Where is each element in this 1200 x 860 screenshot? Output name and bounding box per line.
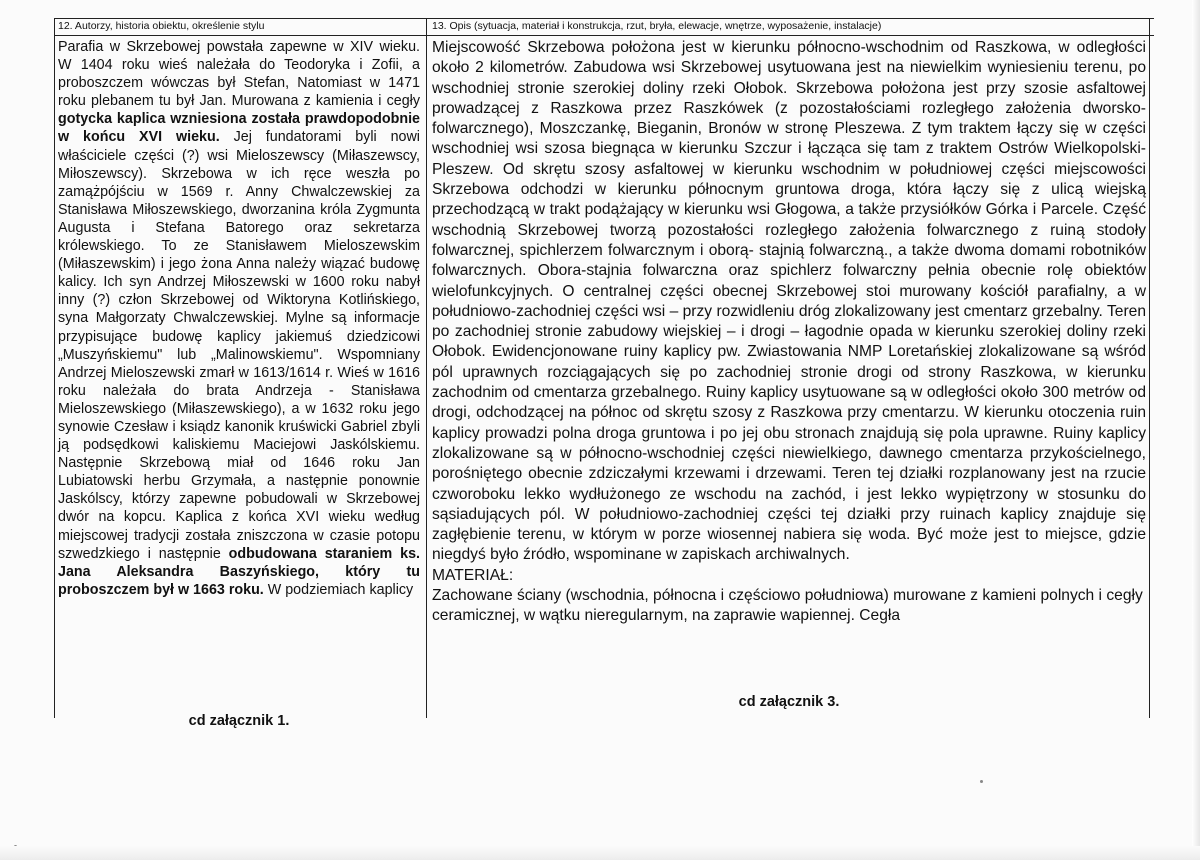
history-text-part-3: W podziemiach kaplicy	[263, 581, 414, 598]
history-text	[58, 38, 420, 599]
history-text-part-1: Parafia w Skrzebowej powstała zapewne w XIV wieku. W 1404 roku wieś należała do Teodoryka i Zofii, a proboszczem wówczas był Stefan, Natomiast w 1471 roku plebanem tu był Jan. Murowana z kamienia i cegły	[58, 39, 420, 110]
scan-edge-shadow	[1192, 0, 1200, 860]
column-2-heading: 13. Opis (sytuacja, materiał i konstrukcja, rzut, bryła, elewacje, wnętrze, wyposażenie, instalacje)	[432, 20, 882, 32]
material-label: MATERIAŁ:	[432, 566, 514, 584]
scan-bottom-shadow	[0, 846, 1200, 860]
material-paragraph: Zachowane ściany (wschodnia, północna i częściowo południowa) murowane z kamieni polnych i cegły ceramicznej, w wątku nieregularnym, na zaprawie wapiennej. Cegła	[432, 587, 1143, 625]
table-border-right	[1149, 18, 1150, 718]
column-divider	[426, 18, 427, 718]
column-1-heading: 12. Autorzy, historia obiektu, określenie stylu	[58, 20, 265, 32]
continuation-note-1: cd załącznik 1.	[188, 713, 290, 729]
history-text-part-2: Jej fundatorami byli nowi właściciele części (?) wsi Mieloszewscy (Miłaszewscy, Miłoszewscy). Skrzebowa w ich ręce weszła po zamążpójściu w 1569 r. Anny Chwalczewskiej za Stanisława Miłoszewskiego, dworzanina króla Zygmunta Augusta i Stefana Batorego oraz sekretarza królewskiego. To ze Stanisławem Mieloszewskim (Miłaszewskim) i jego żona Anna należy wiązać budowę kalicy. Ich syn Andrzej Miłoszewski w 1600 roku nabył inny (?) człon Skrzebowej od Wiktoryna Kotlińskiego, syna Małgorzaty Chwalczewskiej. Mylne są informacje przypisujące budowę kaplicy jakiemuś dziedzicowi „Muszyńskiemu" lub „Malinowskiemu". Wspomniany Andrzej Mieloszewski zmarł w 1613/1614 r. Wieś w 1616 roku należała do brata Andrzeja - Stanisława Mieloszewskiego (Miłaszewskiego), a w 1632 roku jego synowie Czesław i ksiądz kanonik kruświcki Gabriel zbyli ją podsędkowi kaliskiemu Maciejowi Jaskólskiemu. Następnie Skrzebową miał od 1646 roku Jan Lubiatowski herbu Grzymała, a następnie ponownie Jaskólscy, którzy zapewne pobudowali w Skrzebowej dwór na kopcu. Kaplica z końca XVI wieku według miejscowej tradycji została zniszczona w czasie potopu szwedzkiego i następnie	[58, 129, 420, 562]
continuation-note-3: cd załącznik 3.	[738, 694, 840, 710]
description-column	[432, 38, 1146, 627]
description-paragraph: Miejscowość Skrzebowa położona jest w kierunku północno-wschodnim od Raszkowa, w odległości około 2 kilometrów. Zabudowa wsi Skrzebowej usytuowana jest na niewielkim wyniesieniu terenu, po wschodniej stronie szerokiej doliny rzeki Ołobok. Skrzebowa położona jest przy szosie asfaltowej prowadzącej z Raszkowa przez Raszkówek (z pozostałościami rozległego założenia dworsko-folwarcznego), Moszczankę, Bieganin, Bronów w stronę Pleszewa. Z tym traktem łączy się w części wschodniej wsi szosa biegnąca w kierunku Szczur i łącząca się tam z traktem Ostrów Wielkopolski-Pleszew. Od skrętu szosy asfaltowej w kierunku wschodnim w południowej części miejscowości Skrzebowa odchodzi w kierunku północnym gruntowa droga, która łączy się z ulicą wiejską przechodzącą w trakt podążający w kierunku wsi Głogowa, a także przysiółków Górka i Parcele. Część wschodnią Skrzebowej tworzą pozostałości rozległego założenia folwarcznego z ruiną stodoły folwarcznej, spichlerzem folwarcznym i oborą- stajnią folwarczną., a także dwoma domami robotników folwarcznych. Obora-stajnia folwarczna oraz spichlerz folwarczny pełnia obecnie rolę obiektów wielofunkcyjnych. O centralnej części obecnej Skrzebowej stoi murowany kościół parafialny, a w południowo-zachodniej części wsi – przy rozwidleniu dróg zlokalizowany jest cmentarz grzebalny. Teren po zachodniej stronie zabudowy wiejskiej – i drogi – łagodnie opada w kierunku szerokiej doliny rzeki Ołobok. Ewidencjonowane ruiny kaplicy pw. Zwiastowania NMP Loretańskiej zlokalizowane są wśród pól uprawnych rozciągających się po zachodniej stronie drogi od strony Raszkowa, w kierunku zachodnim od cmentarza grzebalnego. Ruiny kaplicy usytuowane są w odległości około 300 metrów od drogi, odchodzącej na północ od skrętu szosy z Raszkowa przy cmentarzu. W kierunku otoczenia ruin kaplicy prowadzi polna droga gruntowa i po jej obu stronach znajdują się pola uprawne. Ruiny kaplicy zlokalizowane są w północno-wschodniej części niewielkiego, dawnego cmentarza przykościelnego, porośniętego obecnie zdziczałymi krzewami i drzewami. Teren tej działki rozplanowany jest na rzucie czworoboku lekko wydłużonego ze wschodu na zachód, i jest lekko wypiętrzony w stosunku do sąsiadujących pól. W południowo-zachodniej części tej działki przy ruinach kaplicy znajduje się zagłębienie terenu, w którym w porze wiosennej nabiera się woda. Być może jest to miejsce, gdzie niegdyś było źródło, wspominane w zapiskach archiwalnych.	[432, 39, 1146, 564]
scan-speck	[980, 780, 983, 783]
history-column	[58, 38, 420, 599]
history-bold-rebuilt: odbudowana staraniem ks. Jana Aleksandra Baszyńskiego, który tu proboszczem był w 1663 roku.	[58, 545, 420, 598]
history-bold-gothic-chapel: gotycka kaplica wzniesiona została prawdopodobnie w końcu XVI wieku.	[58, 111, 420, 146]
table-border-left	[54, 18, 55, 718]
